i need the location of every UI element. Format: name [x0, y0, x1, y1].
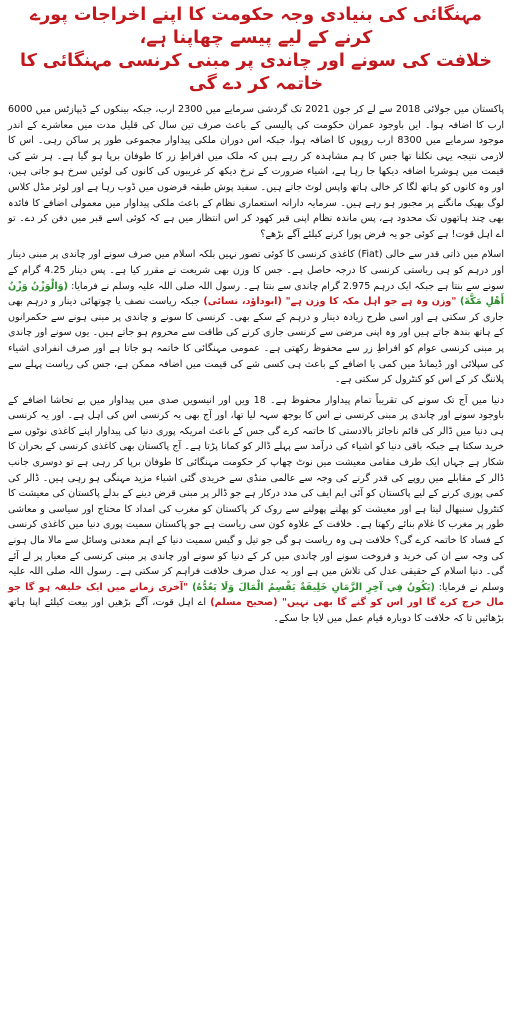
headline	[8, 4, 504, 96]
paragraph-3	[8, 393, 504, 627]
paragraph-2-text-b: جبکہ ریاست نصف یا چوتھائی دینار و درہم بھی جاری کر سکتی ہے اور اسی طرح زیادہ دینار و درہم کے سکے بھی۔ کرنسی کا سونے و چاندی پر مبنی ہونے سے حکمرانوں کے ہاتھ بندھ جاتے ہیں اور وہ اپنی مرضی سے کرنسی جاری کرنے کی طاقت سے محروم ہو جاتے ہیں۔ یوں سونے اور چاندی پر مبنی کرنسی عوام کو افراطِ زر سے محفوظ رکھتی ہے۔ عمومی مہنگائی کا خاتمہ ہو جاتا ہے اور صرف انفرادی اشیاء کی سپلائی اور ڈیمانڈ میں کمی یا اضافے کے باعث ہی کسی شے کی قیمت میں اضافہ ممکن ہے، جس کی ریاست پہلے سے پلاننگ کر کے اس کو کنٹرول کر سکتی ہے۔	[8, 296, 504, 386]
paragraph-1: پاکستان میں جولائی 2018 سے لے کر جون 2021 تک گردشی سرمایے میں 2300 ارب، جبکہ بینکوں کے ڈیپازٹس میں 6000 ارب کا اضافہ ہوا۔ ایں باوجود عمران حکومت کی پالیسی کے باعث صرف تین سال کی قلیل مدت میں معاشرے کے اندر موجود سرمایے میں 8300 ارب روپوں کا اضافہ ہوا، جبکہ اس دوران ملکی پیداوار مجموعی طور پر ساکن رہی۔ اس کا لازمی نتیجہ یہی نکلنا تھا جس کا ہم مشاہدہ کر رہے ہیں کہ ملک میں افراطِ زر کا طوفان برپا ہو گیا ہے۔ ہر شے کی قیمت میں ہوشربا اضافہ دیکھا جا رہا ہے، اشیاء ضرورت کے نرخ دیکھ کر غریبوں کی کانوں کی لوئیں سرخ ہو جاتی ہیں، اور وہ کانوں کو ہاتھ لگا کر خالی ہاتھ واپس لوٹ جاتے ہیں۔ سفید پوش طبقہ قرضوں میں ڈوب رہا ہے اور لوئر مڈل کلاس لوگ بھیک مانگنے پر مجبور ہو رہے ہیں۔ سرمایہ دارانہ استعماری نظام کے باعث ملکی پیداوار میں معمولی اضافے کا فائدہ بھی چند ہاتھوں تک محدود ہے، پس ماندہ نظام اپنی قبر کھود کر اس انتظار میں ہے کہ کوئی اسے قبر میں دفن کر دے۔ تو اے اہل قوت! ہے کوئی جو یہ فرض پورا کرنے کیلئے آگے بڑھے؟	[8, 104, 504, 240]
urdu-quote-1: "وزن وہ ہے جو اہل مکہ کا وزن ہے" (ابوداؤد، نسائی)	[203, 296, 457, 308]
headline-line-2: خلافت کی سونے اور چاندی پر مبنی کرنسی مہنگائی کا خاتمہ کر دے گی	[20, 51, 492, 94]
paragraph-3-text: دنیا میں آج تک سونے کی تقریباً تمام پیداوار محفوظ ہے۔ 18 ویں اور انیسویں صدی میں پیداوار میں بے تحاشا اضافے کے باوجود سونے اور چاندی پر مبنی کرنسی نے اس کا بوجھ سہہ لیا تھا، اور آج بھی یہ کرنسی اس کی اہل ہے۔ اور یہ کرنسی ہی دنیا میں ڈالر کی قائم ناجائز بالادستی کا خاتمہ کرے گی جس کے باعث امریکہ پوری دنیا کی پیداوار اپنے کاغذی نوٹوں سے خرید سکتا ہے جبکہ باقی دنیا کو اشیاء کی درآمد سے پہلے ڈالر کو کمانا پڑتا ہے۔ آج پاکستان بھی کاغذی کرنسی کے بحران کا شکار ہے جہاں ایک طرف مقامی معیشت میں نوٹ چھاپ کر حکومت مہنگائی کا طوفان برپا کر رہی ہے تو دوسری جانب ڈالر کے مقابلے میں روپے کی قدر گرنے کی وجہ سے عالمی منڈی سے خریدی گئی اشیاء مزید مہنگی ہو رہی ہیں۔ ڈالر کی کمی پوری کرنے کے لیے پاکستان کو آئی ایم ایف کی مدد درکار ہے جو ڈالر پر مبنی قرض دینے کے بدلے پاکستان کی معیشت کا کنٹرول سنبھال لیتا ہے اور معیشت کو پھلنے پھولنے سے روک کر پاکستان کو مغرب کی امداد کا محتاج اور سیاسی و معاشی طور پر مغرب کا غلام بنائے رکھتا ہے۔ خلافت کے علاوہ کون سی ریاست ہے جو پاکستان سمیت پوری دنیا میں کاغذی کرنسی کے فساد کا خاتمہ کرے گی؟ خلافت ہی وہ ریاست ہو گی جو تیل و گیس سمیت دنیا کے اہم معدنی وسائل سے مالا مال ہونے کی وجہ سے ان کی خرید و فروخت سونے اور چاندی میں کر کے دنیا کو سونے اور چاندی پر مبنی کرنسی کے معیار پر لے آئے گی۔ دنیا اسلام کے حقیقی عدل کی تلاش میں ہے اور یہ عدل صرف خلافت فراہم کر سکتی ہے۔ رسول اللہ صلی اللہ علیہ وسلم نے فرمایا:	[8, 394, 504, 593]
paragraph-2	[8, 247, 504, 387]
paragraph-3-closing: اے اہل قوت، آگے بڑھیں اور بیعت کیلئے اپنا ہاتھ بڑھائیں تا کہ خلافت کا دوبارہ قیام عمل میں لایا جا سکے۔	[8, 597, 504, 624]
article-body	[8, 102, 504, 627]
urdu-quote-2: "آخری زمانے میں ایک خلیفہ ہو گا جو مال خرچ کرے گا اور اس کو گنے گا بھی نہیں" (صحیح مسلم)	[8, 581, 504, 609]
headline-line-1: مہنگائی کی بنیادی وجہ حکومت کا اپنے اخراجات پورے کرنے کے لیے پیسے چھاپنا ہے،	[29, 5, 483, 48]
paragraph-2-text-a: اسلام میں ذاتی قدر سے خالی (Fiat) کاغذی کرنسی کا کوئی تصور نہیں بلکہ اسلام میں صرف سونے اور چاندی پر مبنی دینار اور درہم کو ہی ریاستی کرنسی کا درجہ حاصل ہے۔ جس کا وزن بھی شریعت نے مقرر کیا ہے۔ پس دینار 4.25 گرام کے سونے سے بنتا ہے جبکہ ایک درہم 2.975 گرام چاندی سے بنتا ہے۔ رسول اللہ صلی اللہ علیہ وسلم نے فرمایا:	[8, 249, 505, 292]
arabic-quote-1: (وَالْوَزْنُ وَزْنُ أَهْلِ مَكَّةَ)	[8, 280, 505, 308]
arabic-quote-2: (يَكُونُ فِي آخِرِ الزَّمَانِ خَلِيفَةٌ يَقْسِمُ الْمَالَ وَلَا يَعُدُّهُ)	[192, 581, 435, 593]
